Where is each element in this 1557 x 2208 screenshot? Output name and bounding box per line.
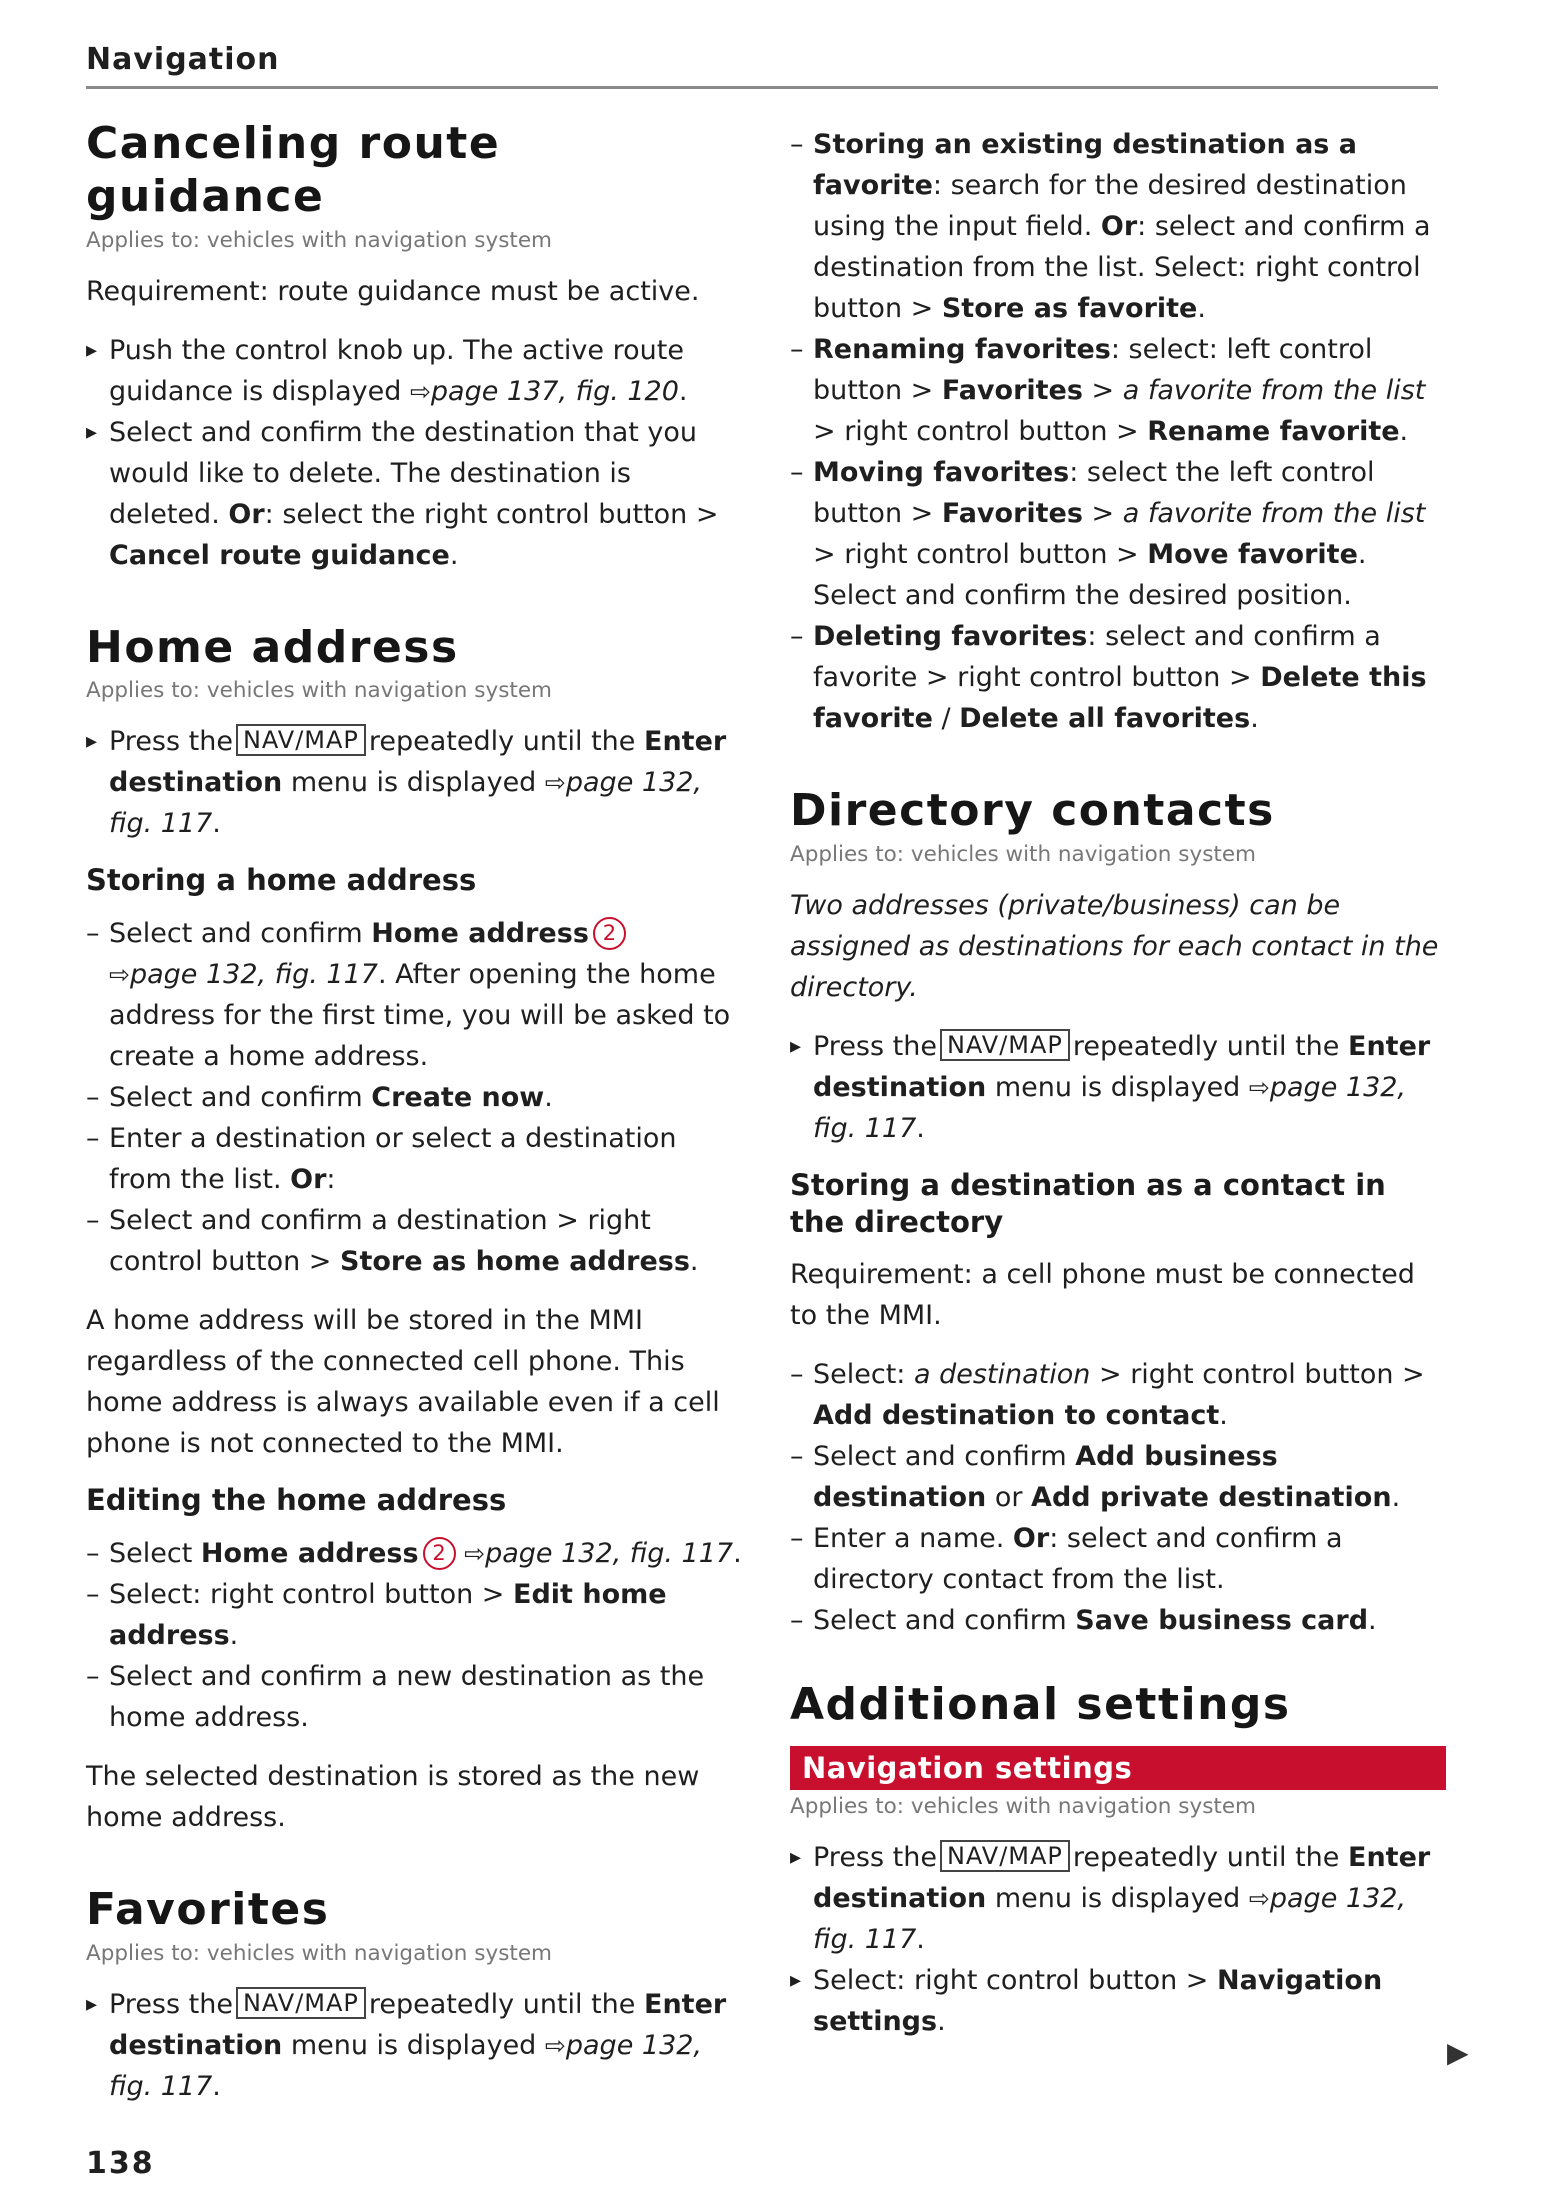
dash-list — [790, 1354, 1446, 1641]
section-favorites — [86, 1884, 742, 2107]
continue-arrow-icon: ▶ — [1447, 2036, 1469, 2069]
list-item: ▸ Select: right control button > Navigation settings. — [790, 1960, 1446, 2042]
section-title: Directory contacts — [790, 785, 1275, 836]
applies-note: Applies to: vehicles with navigation system — [790, 841, 1256, 867]
section-additional-settings — [790, 1679, 1446, 2042]
nav-map-key: NAV/MAP — [236, 724, 366, 756]
menu-option: Navigation settings — [813, 1965, 1383, 2038]
list-item: – Enter a destination or select a destination from the list. Or: — [86, 1118, 742, 1200]
navigation-settings-bar: Navigation settings — [790, 1746, 1446, 1790]
list-item: – Select and confirm Add business destination or Add private destination. — [790, 1436, 1446, 1518]
step-list — [86, 330, 742, 576]
step-list — [790, 1026, 1446, 1149]
section-canceling-route-guidance — [86, 118, 742, 576]
left-column — [86, 118, 742, 2125]
page-ref-arrow-icon: ⇨ — [409, 376, 431, 406]
list-item: – Deleting favorites: select and confirm a favorite > right control button > Delete this favorite / Delete all favorites. — [790, 616, 1446, 739]
list-item: – Storing an existing destination as a favorite: search for the desired destination using the input field. Or: select and confirm a destination from the list. Select: right control button > Store as favorite. — [790, 124, 1446, 329]
page-reference: page 132, fig. 117 — [813, 1883, 1407, 1956]
menu-option: Enter destination — [813, 1030, 1431, 1103]
section-title: Canceling route guidance — [86, 118, 501, 222]
page-reference: page 132, fig. 117 — [129, 959, 378, 991]
list-item: – Select and confirm Home address 2 ⇨page 132, fig. 117. After opening the home address for the first time, you will be asked to create a home address. — [86, 913, 742, 1077]
nav-map-key: NAV/MAP — [236, 1987, 366, 2019]
requirement-text: Requirement: a cell phone must be connected to the MMI. — [790, 1259, 1415, 1332]
list-item: ▸ Press the NAV/MAP repeatedly until the Enter destination menu is displayed ⇨page 132, fig. 117. — [790, 1026, 1446, 1149]
subsection-title: Storing a home address — [86, 863, 477, 898]
body-paragraph: The selected destination is stored as the new home address. — [86, 1761, 700, 1834]
page-ref-arrow-icon: ⇨ — [544, 2030, 566, 2060]
section-home-address — [86, 622, 742, 1838]
page-header — [86, 38, 1438, 89]
list-item: – Select and confirm a destination > right control button > Store as home address. — [86, 1200, 742, 1282]
page-ref-arrow-icon: ⇨ — [1248, 1072, 1270, 1102]
applies-note: Applies to: vehicles with navigation system — [790, 1794, 1256, 1820]
intro-paragraph: Two addresses (private/business) can be assigned as destinations for each contact in the directory. — [790, 889, 1439, 1003]
subsection-title: Editing the home address — [86, 1483, 507, 1518]
subsection-title: Storing a destination as a contact in the directory — [790, 1167, 1386, 1239]
section-title: Home address — [86, 621, 459, 673]
requirement-text: Requirement: route guidance must be active. — [86, 275, 700, 307]
applies-note: Applies to: vehicles with navigation system — [86, 1940, 552, 1966]
page-ref-arrow-icon: ⇨ — [544, 768, 566, 798]
list-item: – Select and confirm Create now. — [86, 1077, 742, 1118]
list-item: ▸ Select and confirm the destination that you would like to delete. The destination is deleted. Or: select the right control button > Cancel route guidance. — [86, 412, 742, 576]
callout-number-icon: 2 — [423, 1537, 456, 1570]
step-list — [790, 1837, 1446, 2042]
page-reference: page 132, fig. 117 — [109, 2029, 703, 2102]
list-item: – Select: a destination > right control button > Add destination to contact. — [790, 1354, 1446, 1436]
page-reference: page 132, fig. 117 — [485, 1538, 734, 1570]
page-ref-arrow-icon: ⇨ — [1248, 1884, 1270, 1914]
nav-map-key: NAV/MAP — [940, 1840, 1070, 1872]
section-title: Additional settings — [790, 1679, 1291, 1731]
menu-option: Enter destination — [109, 726, 727, 799]
favorites-dash-list — [790, 124, 1446, 739]
page-ref-arrow-icon: ⇨ — [464, 1539, 486, 1569]
page-ref-arrow-icon: ⇨ — [109, 960, 130, 990]
dash-list — [86, 1533, 742, 1738]
header-title: Navigation — [86, 42, 280, 77]
applies-note: Applies to: vehicles with navigation system — [86, 678, 552, 704]
nav-map-key: NAV/MAP — [940, 1029, 1070, 1061]
step-list — [86, 721, 742, 844]
section-directory-contacts — [790, 785, 1446, 1641]
page-reference: page 132, fig. 117 — [109, 767, 703, 840]
list-item: – Select: right control button > Edit home address. — [86, 1574, 742, 1656]
list-item: – Select Home address 2 ⇨page 132, fig. 117. — [86, 1533, 742, 1574]
step-list — [86, 1984, 742, 2107]
section-title: Favorites — [86, 1884, 330, 1936]
list-item: ▸ Press the NAV/MAP repeatedly until the Enter destination menu is displayed ⇨page 132, fig. 117. — [790, 1837, 1446, 1960]
body-paragraph: A home address will be stored in the MMI regardless of the connected cell phone. This home address is always available even if a cell phone is not connected to the MMI. — [86, 1305, 720, 1460]
list-item: ▸ Push the control knob up. The active route guidance is displayed ⇨page 137, fig. 120. — [86, 330, 742, 412]
page-number: 138 — [86, 2146, 155, 2181]
list-item: – Moving favorites: select the left control button > Favorites > a favorite from the list > right control button > Move favorite. Select and confirm the desired position. — [790, 452, 1446, 616]
list-item: – Enter a name. Or: select and confirm a directory contact from the list. — [790, 1518, 1446, 1600]
dash-list — [86, 913, 742, 1282]
list-item: – Select and confirm a new destination as the home address. — [86, 1656, 742, 1738]
right-column — [790, 124, 1446, 2060]
menu-option: Enter destination — [109, 1988, 727, 2061]
menu-option: Enter destination — [813, 1842, 1431, 1915]
list-item: ▸ Press the NAV/MAP repeatedly until the Enter destination menu is displayed ⇨page 132, fig. 117. — [86, 721, 742, 844]
page-reference: page 132, fig. 117 — [813, 1071, 1407, 1144]
list-item: ▸ Press the NAV/MAP repeatedly until the Enter destination menu is displayed ⇨page 132, fig. 117. — [86, 1984, 742, 2107]
page-reference: page 137, fig. 120 — [430, 375, 679, 407]
applies-note: Applies to: vehicles with navigation system — [86, 227, 552, 253]
callout-number-icon: 2 — [593, 917, 626, 950]
list-item: – Select and confirm Save business card. — [790, 1600, 1446, 1641]
list-item: – Renaming favorites: select: left control button > Favorites > a favorite from the list > right control button > Rename favorite. — [790, 329, 1446, 452]
menu-option: Cancel route guidance — [109, 539, 450, 571]
